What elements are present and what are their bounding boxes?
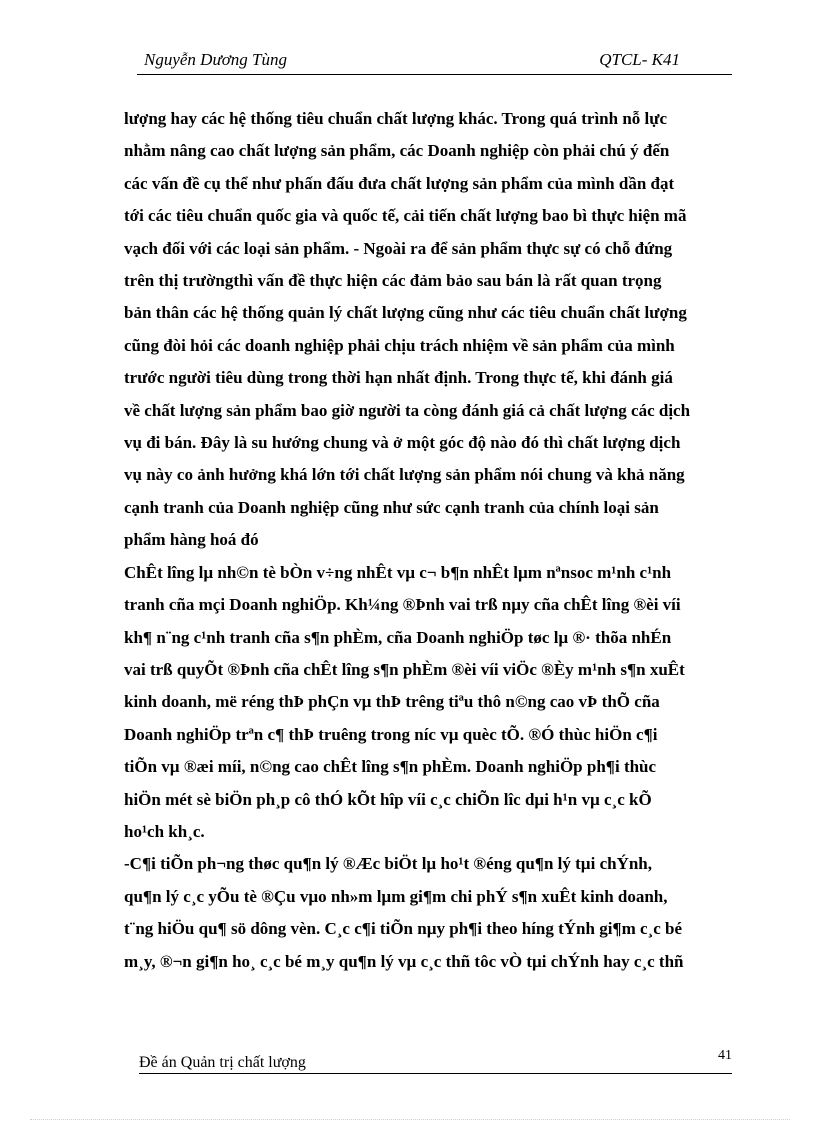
text-line: vụ đi bán. Đây là su hướng chung và ở một góc độ nào đó thì chất lượng dịch [124, 433, 681, 453]
text-line: nhằm nâng cao chất lượng sản phẩm, các Doanh nghiệp còn phải chú ý đến [124, 141, 670, 161]
text-line: cũng đòi hỏi các doanh nghiệp phải chịu trách nhiệm về sản phẩm của mình [124, 335, 675, 355]
page-number: 41 [718, 1048, 732, 1063]
text-line: t¨ng hiÖu qu¶ sö dông vèn. C¸c c¶i tiÕn nµy ph¶i theo híng tÝnh gi¶m c¸c bé [124, 919, 683, 939]
text-line: tranh cña mçi Doanh nghiÖp. Kh¼ng ®Þnh vai trß nµy cña chÊt lîng ®èi víi [124, 595, 681, 615]
text-line: về chất lượng sản phẩm bao giờ người ta còng đánh giá cả chất lượng các dịch [124, 400, 691, 420]
text-line: cạnh tranh của Doanh nghiệp cũng như sức cạnh tranh của chính loại sản [124, 497, 659, 517]
text-line: qu¶n lý c¸c yÕu tè ®Çu vµo nh»m lµm gi¶m chi phÝ s¶n xuÊt kinh doanh, [124, 886, 668, 906]
text-line: lượng hay các hệ thống tiêu chuẩn chất lượng khác. Trong quá trình nỗ lực [124, 109, 667, 128]
text-line: trên thị trườngthì vấn đề thực hiện các đảm bảo sau bán là rất quan trọng [124, 271, 662, 291]
text-line: các vấn đề cụ thể như phấn đấu đưa chất lượng sản phẩm của mình dần đạt [124, 173, 675, 193]
page-bottom-dotted-border [30, 1119, 790, 1120]
text-line: kh¶ n¨ng c¹nh tranh cña s¶n phÈm, cña Doanh nghiÖp tøc lµ ®· thõa nhÉn [124, 627, 672, 647]
text-line: vai trß quyÕt ®Þnh cña chÊt lîng s¶n phÈm ®èi víi viÖc ®Èy m¹nh s¶n xuÊt [124, 659, 685, 679]
text-line: trước người tiêu dùng trong thời hạn nhất định. Trong thực tế, khi đánh giá [124, 368, 673, 388]
text-line: m¸y, ®¬n gi¶n ho¸ c¸c bé m¸y qu¶n lý vµ c¸c thñ tôc vÒ tµi chÝnh hay c¸c thñ [124, 951, 684, 971]
text-line: -C¶i tiÕn ph¬ng thøc qu¶n lý ®Æc biÖt lµ ho¹t ®éng qu¶n lý tµi chÝnh, [124, 854, 653, 874]
text-line: ho¹ch kh¸c. [124, 821, 205, 841]
document-body [124, 103, 774, 978]
text-line: hiÖn mét sè biÖn ph¸p cô thÓ kÕt hîp víi c¸c chiÕn lîc dµi h¹n vµ c¸c kÕ [124, 789, 652, 809]
text-line: tới các tiêu chuẩn quốc gia và quốc tế, cải tiến chất lượng bao bì thực hiện mã [124, 206, 687, 226]
text-line: tiÕn vµ ®æi míi, n©ng cao chÊt lîng s¶n phÈm. Doanh nghiÖp ph¶i thùc [124, 757, 657, 777]
paragraph-2 [124, 557, 774, 849]
text-line: vạch đối với các loại sản phẩm. - Ngoài ra để sản phẩm thực sự có chỗ đứng [124, 238, 673, 258]
header-author: Nguyễn Dương Tùng [144, 50, 288, 69]
text-line: bản thân các hệ thống quản lý chất lượng cũng như các tiêu chuẩn chất lượng [124, 303, 687, 323]
footer-title: Đề án Quản trị chất lượng [139, 1054, 306, 1071]
paragraph-3 [124, 848, 774, 978]
page-footer [139, 1050, 732, 1074]
paragraph-1 [124, 103, 774, 557]
header-course-code: QTCL- K41 [599, 50, 680, 69]
text-line: kinh doanh, më réng thÞ phÇn vµ thÞ trêng tiªu thô n©ng cao vÞ thÕ cña [124, 692, 660, 712]
text-line: phẩm hàng hoá đó [124, 530, 259, 550]
text-line: ChÊt lîng lµ nh©n tè bÒn v÷ng nhÊt vµ c¬ b¶n nhÊt lµm nªnsoc m¹nh c¹nh [124, 562, 672, 582]
page-header [137, 50, 732, 75]
text-line: vụ này co ảnh hưởng khá lớn tới chất lượng sản phẩm nói chung và khả năng [124, 465, 685, 485]
text-line: Doanh nghiÖp trªn c¶ thÞ truêng trong níc vµ quèc tÕ. ®Ó thùc hiÖn c¶i [124, 724, 658, 744]
